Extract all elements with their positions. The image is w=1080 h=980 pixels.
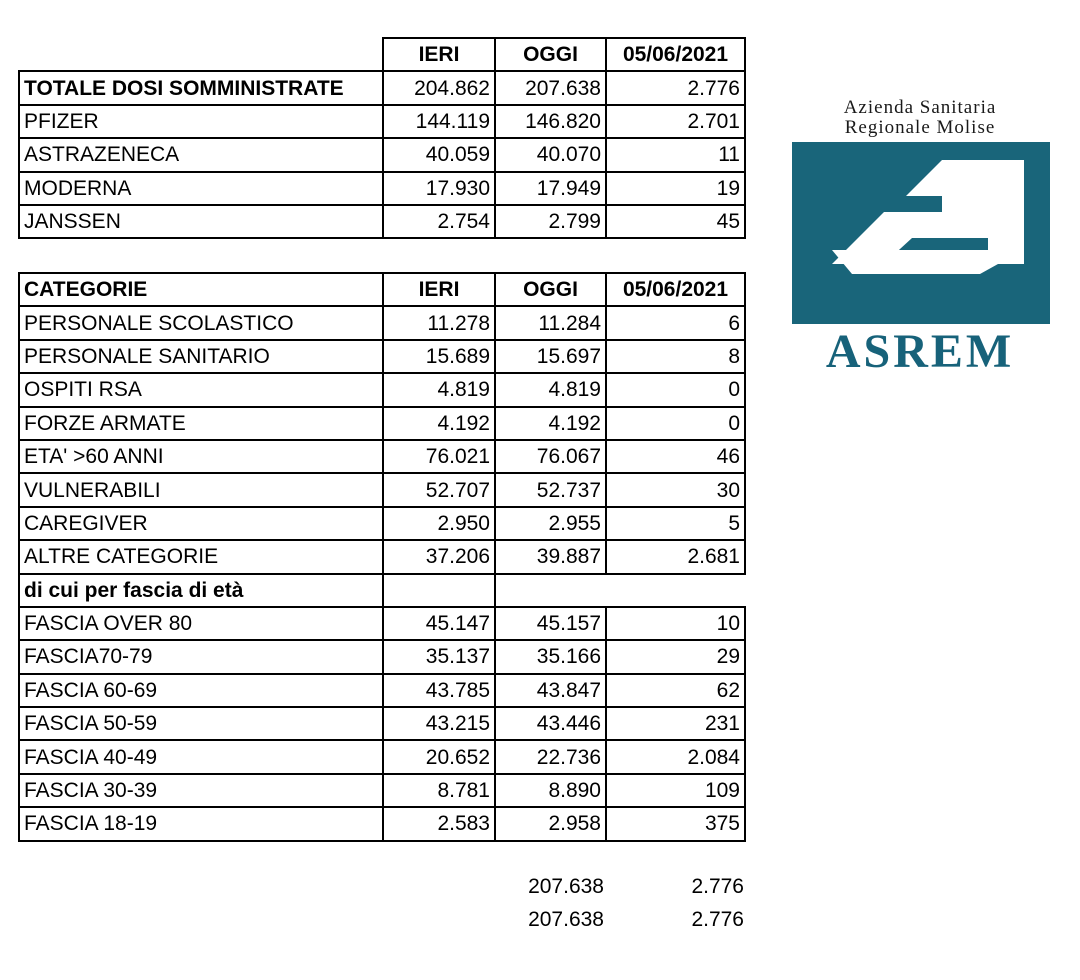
header-cell: CATEGORIE bbox=[19, 273, 383, 306]
oggi-cell: 76.067 bbox=[495, 440, 606, 473]
ieri-cell: 11.278 bbox=[383, 306, 495, 339]
row-label: PERSONALE SANITARIO bbox=[19, 340, 383, 373]
ieri-cell: 45.147 bbox=[383, 607, 495, 640]
table-header-row bbox=[19, 38, 745, 71]
ieri-cell: 40.059 bbox=[383, 138, 495, 171]
totals-row bbox=[490, 908, 750, 941]
ieri-cell: 52.707 bbox=[383, 473, 495, 506]
oggi-cell: 11.284 bbox=[495, 306, 606, 339]
day-cell: 2.084 bbox=[606, 740, 745, 773]
subheader-row bbox=[19, 574, 745, 607]
row-label: ALTRE CATEGORIE bbox=[19, 540, 383, 573]
table-row bbox=[19, 440, 745, 473]
day-cell: 62 bbox=[606, 674, 745, 707]
totals-day: 2.776 bbox=[691, 908, 744, 931]
ieri-cell: 2.583 bbox=[383, 807, 495, 840]
oggi-cell: 2.958 bbox=[495, 807, 606, 840]
logo-brand: ASREM bbox=[825, 325, 1015, 378]
asrem-logo bbox=[790, 97, 1050, 378]
day-cell: 5 bbox=[606, 507, 745, 540]
oggi-cell: 2.799 bbox=[495, 205, 606, 238]
row-label: ETA' >60 ANNI bbox=[19, 440, 383, 473]
day-cell: 11 bbox=[606, 138, 745, 171]
day-cell: 109 bbox=[606, 774, 745, 807]
oggi-cell: 207.638 bbox=[495, 71, 606, 104]
oggi-cell: 43.847 bbox=[495, 674, 606, 707]
ieri-cell: 4.819 bbox=[383, 373, 495, 406]
table-row bbox=[19, 473, 745, 506]
table-row bbox=[19, 205, 745, 238]
day-cell: 2.681 bbox=[606, 540, 745, 573]
ieri-cell: 15.689 bbox=[383, 340, 495, 373]
row-label: FASCIA70-79 bbox=[19, 640, 383, 673]
oggi-cell: 4.819 bbox=[495, 373, 606, 406]
oggi-cell: 39.887 bbox=[495, 540, 606, 573]
table-row bbox=[19, 707, 745, 740]
oggi-cell: 35.166 bbox=[495, 640, 606, 673]
header-cell: IERI bbox=[383, 273, 495, 306]
day-cell: 45 bbox=[606, 205, 745, 238]
row-label: PERSONALE SCOLASTICO bbox=[19, 306, 383, 339]
empty-cell bbox=[606, 574, 745, 607]
table-row bbox=[19, 507, 745, 540]
day-cell: 0 bbox=[606, 407, 745, 440]
day-cell: 10 bbox=[606, 607, 745, 640]
row-label: JANSSEN bbox=[19, 205, 383, 238]
table-row bbox=[19, 105, 745, 138]
table-row bbox=[19, 540, 745, 573]
logo-line-2: Regionale Molise bbox=[844, 117, 996, 138]
ieri-cell: 2.950 bbox=[383, 507, 495, 540]
totals-row bbox=[490, 875, 750, 908]
oggi-cell: 15.697 bbox=[495, 340, 606, 373]
ieri-cell: 43.215 bbox=[383, 707, 495, 740]
day-cell: 2.701 bbox=[606, 105, 745, 138]
table-row bbox=[19, 306, 745, 339]
categories-table bbox=[18, 272, 746, 842]
table-row bbox=[19, 740, 745, 773]
oggi-cell: 22.736 bbox=[495, 740, 606, 773]
oggi-cell: 45.157 bbox=[495, 607, 606, 640]
row-label: TOTALE DOSI SOMMINISTRATE bbox=[19, 71, 383, 104]
row-label: FORZE ARMATE bbox=[19, 407, 383, 440]
header-cell: OGGI bbox=[495, 273, 606, 306]
asrem-emblem-shape bbox=[792, 142, 1050, 324]
row-label: PFIZER bbox=[19, 105, 383, 138]
asrem-emblem-icon bbox=[792, 142, 1050, 324]
ieri-cell: 17.930 bbox=[383, 172, 495, 205]
ieri-cell: 204.862 bbox=[383, 71, 495, 104]
table-row bbox=[19, 807, 745, 840]
oggi-cell: 17.949 bbox=[495, 172, 606, 205]
table-row bbox=[19, 138, 745, 171]
empty-cell bbox=[495, 574, 606, 607]
table-row bbox=[19, 607, 745, 640]
totals-check bbox=[490, 875, 750, 941]
table-header-row bbox=[19, 273, 745, 306]
day-cell: 231 bbox=[606, 707, 745, 740]
table-row bbox=[19, 774, 745, 807]
ieri-cell: 37.206 bbox=[383, 540, 495, 573]
day-cell: 6 bbox=[606, 306, 745, 339]
row-label: CAREGIVER bbox=[19, 507, 383, 540]
ieri-cell: 144.119 bbox=[383, 105, 495, 138]
table-row bbox=[19, 640, 745, 673]
ieri-cell: 2.754 bbox=[383, 205, 495, 238]
ieri-cell: 8.781 bbox=[383, 774, 495, 807]
row-label: FASCIA 60-69 bbox=[19, 674, 383, 707]
row-label: FASCIA 30-39 bbox=[19, 774, 383, 807]
oggi-cell: 8.890 bbox=[495, 774, 606, 807]
totals-oggi: 207.638 bbox=[528, 908, 604, 931]
table-row bbox=[19, 407, 745, 440]
oggi-cell: 43.446 bbox=[495, 707, 606, 740]
header-cell bbox=[19, 38, 383, 71]
row-label: MODERNA bbox=[19, 172, 383, 205]
oggi-cell: 4.192 bbox=[495, 407, 606, 440]
oggi-cell: 2.955 bbox=[495, 507, 606, 540]
ieri-cell: 20.652 bbox=[383, 740, 495, 773]
row-label: FASCIA 40-49 bbox=[19, 740, 383, 773]
row-label: ASTRAZENECA bbox=[19, 138, 383, 171]
day-cell: 375 bbox=[606, 807, 745, 840]
table-row bbox=[19, 172, 745, 205]
day-cell: 19 bbox=[606, 172, 745, 205]
ieri-cell: 4.192 bbox=[383, 407, 495, 440]
day-cell: 29 bbox=[606, 640, 745, 673]
ieri-cell: 35.137 bbox=[383, 640, 495, 673]
row-label: FASCIA 50-59 bbox=[19, 707, 383, 740]
oggi-cell: 40.070 bbox=[495, 138, 606, 171]
table-row bbox=[19, 71, 745, 104]
day-cell: 2.776 bbox=[606, 71, 745, 104]
doses-summary-table bbox=[18, 37, 746, 239]
logo-line-1: Azienda Sanitaria bbox=[843, 97, 997, 118]
row-label: VULNERABILI bbox=[19, 473, 383, 506]
row-label: FASCIA OVER 80 bbox=[19, 607, 383, 640]
day-cell: 8 bbox=[606, 340, 745, 373]
header-cell: OGGI bbox=[495, 38, 606, 71]
day-cell: 46 bbox=[606, 440, 745, 473]
subheader-empty-cell bbox=[383, 574, 495, 607]
header-cell: 05/06/2021 bbox=[606, 273, 745, 306]
table-row bbox=[19, 340, 745, 373]
totals-day: 2.776 bbox=[691, 875, 744, 898]
day-cell: 0 bbox=[606, 373, 745, 406]
oggi-cell: 146.820 bbox=[495, 105, 606, 138]
ieri-cell: 43.785 bbox=[383, 674, 495, 707]
table-row bbox=[19, 373, 745, 406]
oggi-cell: 52.737 bbox=[495, 473, 606, 506]
table-row bbox=[19, 674, 745, 707]
totals-oggi: 207.638 bbox=[528, 875, 604, 898]
subheader-label: di cui per fascia di età bbox=[19, 574, 383, 607]
header-cell: IERI bbox=[383, 38, 495, 71]
day-cell: 30 bbox=[606, 473, 745, 506]
row-label: FASCIA 18-19 bbox=[19, 807, 383, 840]
ieri-cell: 76.021 bbox=[383, 440, 495, 473]
row-label: OSPITI RSA bbox=[19, 373, 383, 406]
header-cell: 05/06/2021 bbox=[606, 38, 745, 71]
